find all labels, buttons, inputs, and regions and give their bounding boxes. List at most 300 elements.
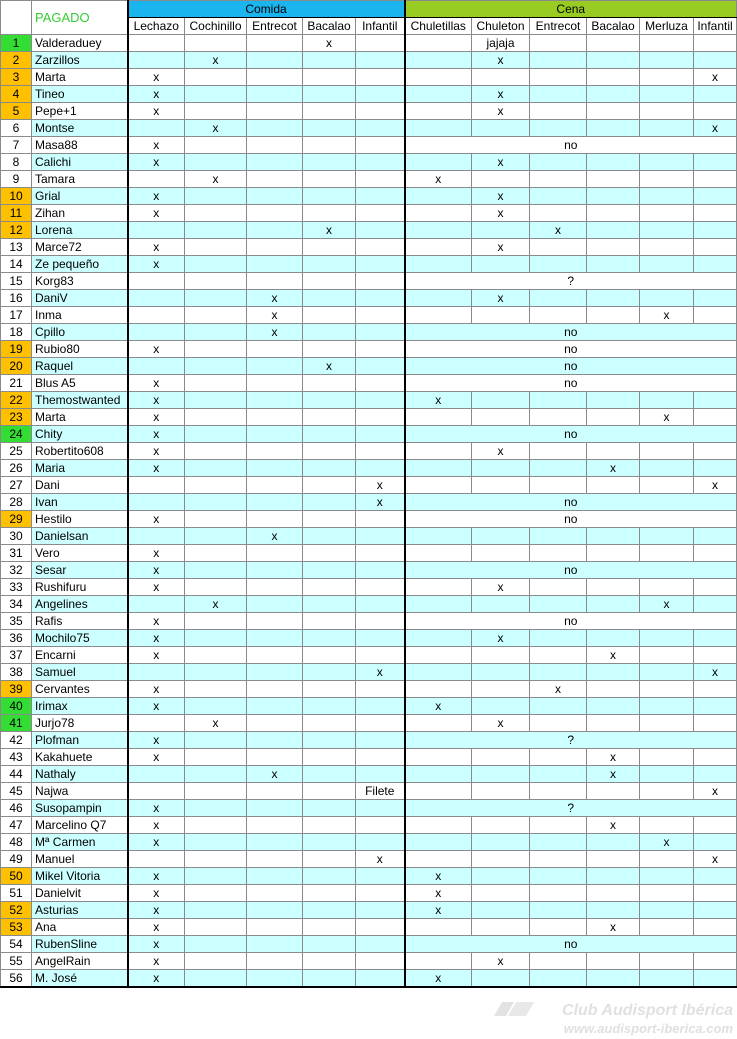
comida-cell [356, 426, 405, 443]
cena-cell [694, 766, 737, 783]
cena-merged-cell: no [405, 562, 737, 579]
cena-cell [530, 868, 587, 885]
comida-cell: x [128, 681, 185, 698]
member-name: DaniV [32, 290, 128, 307]
cena-cell [640, 392, 694, 409]
cena-cell [694, 715, 737, 732]
table-row [1, 528, 737, 545]
cena-cell [694, 528, 737, 545]
row-number: 17 [1, 307, 32, 324]
table-row [1, 171, 737, 188]
table-row [1, 324, 737, 341]
cena-cell [640, 953, 694, 970]
comida-cell [356, 188, 405, 205]
comida-cell [356, 613, 405, 630]
comida-cell [128, 171, 185, 188]
table-row [1, 222, 737, 239]
table-row [1, 851, 737, 868]
comida-cell [356, 307, 405, 324]
cena-cell: x [472, 103, 530, 120]
cena-cell [530, 919, 587, 936]
cena-cell [530, 596, 587, 613]
member-name: Themostwanted [32, 392, 128, 409]
comida-header: Comida [128, 1, 405, 18]
comida-cell [303, 936, 356, 953]
member-name: Samuel [32, 664, 128, 681]
comida-cell [303, 528, 356, 545]
cena-cell [587, 69, 640, 86]
cena-cell [405, 205, 472, 222]
member-name: Ze pequeño [32, 256, 128, 273]
table-row [1, 358, 737, 375]
comida-cell [303, 86, 356, 103]
comida-cell [247, 613, 303, 630]
comida-cell [185, 630, 247, 647]
cena-cell [694, 290, 737, 307]
comida-cell [185, 137, 247, 154]
cena-cell [405, 715, 472, 732]
comida-cell [247, 392, 303, 409]
comida-cell [247, 902, 303, 919]
comida-cell [247, 86, 303, 103]
row-number: 27 [1, 477, 32, 494]
comida-cell: x [303, 358, 356, 375]
comida-cell [185, 732, 247, 749]
comida-cell: x [128, 817, 185, 834]
comida-cell [247, 171, 303, 188]
cena-cell [694, 545, 737, 562]
cena-cell: x [694, 120, 737, 137]
comida-cell [128, 324, 185, 341]
cena-merged-cell: ? [405, 273, 737, 290]
cena-cell [640, 103, 694, 120]
cena-cell [694, 698, 737, 715]
cena-cell [405, 919, 472, 936]
comida-cell [247, 579, 303, 596]
member-name: RubenSline [32, 936, 128, 953]
cena-cell [640, 171, 694, 188]
cena-cell [530, 851, 587, 868]
table-row [1, 936, 737, 953]
comida-cell [185, 494, 247, 511]
cena-cell [472, 171, 530, 188]
member-name: Raquel [32, 358, 128, 375]
cena-cell [694, 919, 737, 936]
comida-cell [303, 868, 356, 885]
cena-cell [405, 953, 472, 970]
comida-cell [185, 426, 247, 443]
cena-cell [530, 817, 587, 834]
cena-cell [694, 834, 737, 851]
cena-cell: x [640, 834, 694, 851]
cena-cell [640, 885, 694, 902]
comida-cell [303, 52, 356, 69]
member-name: Zarzillos [32, 52, 128, 69]
cena-cell [405, 834, 472, 851]
comida-cell [303, 205, 356, 222]
cena-cell [640, 715, 694, 732]
row-number: 40 [1, 698, 32, 715]
corner-cell [1, 1, 32, 35]
comida-cell: x [128, 732, 185, 749]
member-name: Calichi [32, 154, 128, 171]
comida-cell [247, 358, 303, 375]
cena-cell [694, 902, 737, 919]
comida-cell: x [247, 324, 303, 341]
comida-cell [185, 936, 247, 953]
comida-cell [128, 52, 185, 69]
comida-cell [356, 409, 405, 426]
comida-cell [185, 205, 247, 222]
comida-cell [303, 919, 356, 936]
member-name: Cervantes [32, 681, 128, 698]
member-name: Kakahuete [32, 749, 128, 766]
cena-cell [530, 460, 587, 477]
cena-cell [472, 307, 530, 324]
comida-cell [247, 511, 303, 528]
cena-cell [472, 596, 530, 613]
table-row [1, 154, 737, 171]
cena-merged-cell: no [405, 613, 737, 630]
cena-cell [472, 477, 530, 494]
cena-cell [587, 681, 640, 698]
cena-cell [405, 52, 472, 69]
cena-cell [640, 579, 694, 596]
cena-cell [587, 392, 640, 409]
cena-cell [405, 681, 472, 698]
comida-cell [247, 545, 303, 562]
row-number: 45 [1, 783, 32, 800]
member-name: Susopampin [32, 800, 128, 817]
comida-cell [185, 783, 247, 800]
comida-cell [303, 681, 356, 698]
comida-cell [247, 868, 303, 885]
cena-cell [530, 902, 587, 919]
comida-cell: x [128, 800, 185, 817]
comida-cell: x [128, 970, 185, 988]
comida-cell [356, 647, 405, 664]
cena-cell [640, 52, 694, 69]
comida-cell [185, 749, 247, 766]
member-name: Marta [32, 69, 128, 86]
cena-cell [640, 69, 694, 86]
comida-cell [128, 290, 185, 307]
comida-cell [247, 205, 303, 222]
cena-cell [587, 783, 640, 800]
comida-cell [356, 953, 405, 970]
cena-cell [587, 630, 640, 647]
cena-cell [694, 749, 737, 766]
cena-cell [587, 834, 640, 851]
cena-cell [694, 970, 737, 988]
row-number: 36 [1, 630, 32, 647]
comida-cell [356, 630, 405, 647]
comida-cell: x [128, 647, 185, 664]
cena-cell [472, 545, 530, 562]
comida-cell [128, 664, 185, 681]
cena-col-1: Chuleton [472, 18, 530, 35]
member-name: Cpillo [32, 324, 128, 341]
comida-col-4: Infantil [356, 18, 405, 35]
member-name: Korg83 [32, 273, 128, 290]
cena-cell [472, 528, 530, 545]
cena-cell [587, 902, 640, 919]
cena-cell [587, 171, 640, 188]
comida-cell [185, 256, 247, 273]
member-name: Rushifuru [32, 579, 128, 596]
cena-cell [694, 35, 737, 52]
comida-cell [247, 52, 303, 69]
comida-cell [247, 749, 303, 766]
comida-cell: x [185, 596, 247, 613]
cena-cell: x [694, 664, 737, 681]
comida-cell [185, 647, 247, 664]
comida-cell [185, 273, 247, 290]
comida-cell [128, 528, 185, 545]
cena-cell [694, 86, 737, 103]
member-name: Pepe+1 [32, 103, 128, 120]
comida-cell [185, 664, 247, 681]
cena-cell [530, 834, 587, 851]
comida-cell [303, 188, 356, 205]
comida-cell [247, 137, 303, 154]
cena-header: Cena [405, 1, 737, 18]
comida-cell [356, 256, 405, 273]
row-number: 1 [1, 35, 32, 52]
comida-col-0: Lechazo [128, 18, 185, 35]
cena-cell [530, 290, 587, 307]
comida-col-3: Bacalao [303, 18, 356, 35]
comida-cell [303, 426, 356, 443]
cena-cell [587, 409, 640, 426]
comida-cell [303, 137, 356, 154]
member-name: Marce72 [32, 239, 128, 256]
row-number: 39 [1, 681, 32, 698]
comida-cell [185, 766, 247, 783]
cena-cell [587, 477, 640, 494]
cena-cell: x [472, 443, 530, 460]
cena-merged-cell: no [405, 426, 737, 443]
comida-cell [356, 239, 405, 256]
comida-cell [356, 970, 405, 988]
comida-cell: x [128, 936, 185, 953]
cena-cell [472, 851, 530, 868]
row-number: 34 [1, 596, 32, 613]
comida-cell [247, 885, 303, 902]
member-name: Danielsan [32, 528, 128, 545]
table-row [1, 579, 737, 596]
comida-cell: x [128, 749, 185, 766]
comida-cell: x [247, 290, 303, 307]
cena-cell [530, 579, 587, 596]
cena-cell [405, 749, 472, 766]
member-name: Grial [32, 188, 128, 205]
cena-cell [640, 902, 694, 919]
cena-cell: x [694, 783, 737, 800]
cena-cell [640, 664, 694, 681]
cena-cell [405, 256, 472, 273]
cena-cell [694, 443, 737, 460]
comida-cell [128, 851, 185, 868]
comida-cell: x [128, 613, 185, 630]
cena-cell [530, 647, 587, 664]
cena-cell [472, 647, 530, 664]
cena-cell [694, 222, 737, 239]
cena-cell [530, 528, 587, 545]
member-name: Ivan [32, 494, 128, 511]
comida-cell [185, 392, 247, 409]
comida-cell [185, 290, 247, 307]
comida-col-2: Entrecot [247, 18, 303, 35]
cena-cell [640, 681, 694, 698]
table-row [1, 919, 737, 936]
comida-cell [303, 630, 356, 647]
cena-cell [405, 103, 472, 120]
cena-col-0: Chuletillas [405, 18, 472, 35]
audisport-logo [488, 1000, 536, 1018]
comida-cell [185, 239, 247, 256]
cena-cell [530, 103, 587, 120]
member-name: Chity [32, 426, 128, 443]
table-row [1, 562, 737, 579]
comida-cell [356, 902, 405, 919]
row-number: 46 [1, 800, 32, 817]
cena-cell: x [472, 154, 530, 171]
comida-cell [356, 205, 405, 222]
cena-cell [640, 256, 694, 273]
comida-cell [356, 154, 405, 171]
cena-cell [530, 766, 587, 783]
comida-cell [185, 69, 247, 86]
row-number: 6 [1, 120, 32, 137]
member-name: Valderaduey [32, 35, 128, 52]
row-number: 14 [1, 256, 32, 273]
cena-cell [405, 154, 472, 171]
comida-cell [303, 749, 356, 766]
cena-cell [587, 154, 640, 171]
cena-cell [472, 664, 530, 681]
cena-cell [405, 69, 472, 86]
comida-cell: x [128, 902, 185, 919]
comida-cell [303, 766, 356, 783]
comida-cell [247, 732, 303, 749]
comida-cell: x [128, 885, 185, 902]
cena-cell [640, 188, 694, 205]
table-row [1, 953, 737, 970]
comida-cell [303, 341, 356, 358]
comida-cell [303, 307, 356, 324]
cena-cell [472, 749, 530, 766]
row-number: 22 [1, 392, 32, 409]
comida-cell [356, 800, 405, 817]
cena-cell [530, 120, 587, 137]
cena-cell [405, 817, 472, 834]
cena-cell [694, 103, 737, 120]
table-row [1, 970, 737, 988]
cena-cell: x [472, 239, 530, 256]
comida-cell [185, 681, 247, 698]
cena-cell [405, 86, 472, 103]
row-number: 42 [1, 732, 32, 749]
cena-cell [405, 443, 472, 460]
table-row [1, 35, 737, 52]
comida-cell [128, 596, 185, 613]
row-number: 37 [1, 647, 32, 664]
comida-cell: x [128, 392, 185, 409]
member-name: Marta [32, 409, 128, 426]
comida-cell [303, 511, 356, 528]
comida-cell [128, 358, 185, 375]
comida-cell: x [128, 341, 185, 358]
table-row [1, 307, 737, 324]
cena-cell [530, 953, 587, 970]
comida-cell [356, 392, 405, 409]
comida-cell [303, 477, 356, 494]
comida-cell [303, 902, 356, 919]
cena-cell [640, 222, 694, 239]
cena-cell: x [587, 919, 640, 936]
cena-cell [694, 868, 737, 885]
comida-cell [303, 171, 356, 188]
cena-cell: x [405, 902, 472, 919]
comida-cell [303, 239, 356, 256]
comida-cell [356, 35, 405, 52]
row-number: 44 [1, 766, 32, 783]
row-number: 48 [1, 834, 32, 851]
comida-cell [303, 970, 356, 988]
comida-cell [247, 698, 303, 715]
cena-cell [530, 35, 587, 52]
cena-cell [405, 290, 472, 307]
cena-cell [472, 783, 530, 800]
table-row [1, 341, 737, 358]
comida-cell [247, 154, 303, 171]
comida-cell [185, 545, 247, 562]
cena-cell [530, 885, 587, 902]
comida-cell: x [128, 579, 185, 596]
table-row [1, 647, 737, 664]
cena-cell [587, 698, 640, 715]
table-row [1, 545, 737, 562]
comida-cell [303, 596, 356, 613]
comida-cell [356, 324, 405, 341]
row-number: 8 [1, 154, 32, 171]
comida-cell [185, 358, 247, 375]
row-number: 7 [1, 137, 32, 154]
cena-cell [587, 290, 640, 307]
comida-cell [247, 851, 303, 868]
table-row [1, 205, 737, 222]
comida-cell [247, 188, 303, 205]
comida-cell: Filete [356, 783, 405, 800]
comida-cell [303, 69, 356, 86]
cena-cell [640, 239, 694, 256]
table-row [1, 698, 737, 715]
row-number: 4 [1, 86, 32, 103]
cena-cell [694, 171, 737, 188]
comida-cell [185, 35, 247, 52]
comida-cell [247, 426, 303, 443]
comida-cell: x [128, 409, 185, 426]
comida-cell: x [128, 443, 185, 460]
table-row [1, 273, 737, 290]
comida-cell [185, 375, 247, 392]
comida-cell [356, 545, 405, 562]
comida-cell [185, 324, 247, 341]
comida-cell [247, 562, 303, 579]
comida-cell [128, 35, 185, 52]
member-name: Mochilo75 [32, 630, 128, 647]
